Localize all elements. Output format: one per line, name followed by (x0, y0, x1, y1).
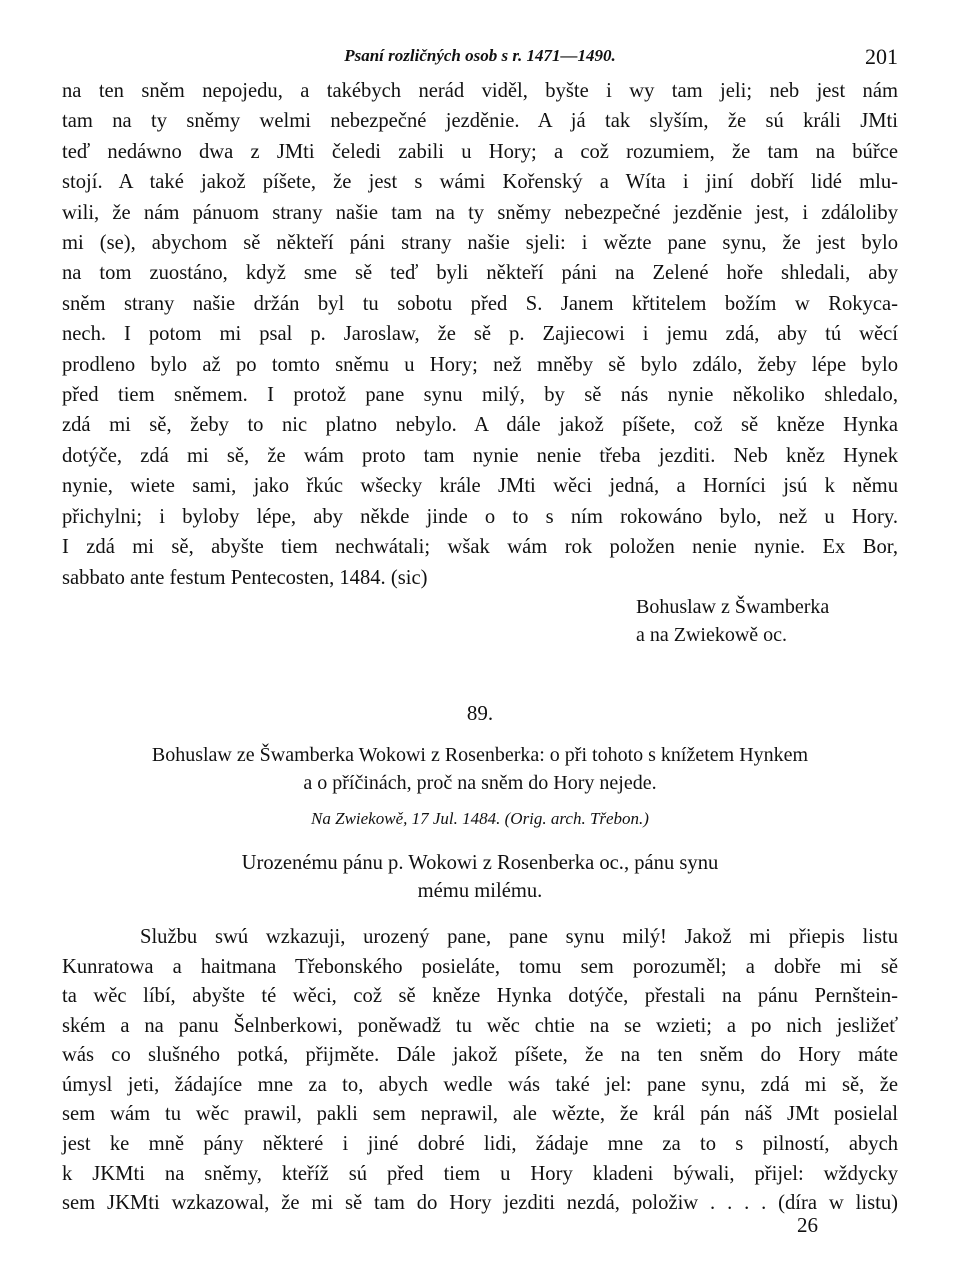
address-line: mému milému. (417, 879, 543, 902)
dateline: Na Zwiekowě, 17 Jul. 1484. (Orig. arch. Třebon.) (311, 808, 649, 828)
text-line: sem wám tu wěc prawil, pakli sem neprawil, ale wězte, že král pán náš JMt posielal (62, 1103, 898, 1126)
text-line: úmysl jeti, žádajíce mne za to, abych wedle wás také jel: pane synu, zdá mi sě, že (62, 1073, 898, 1096)
address-line: Urozenému pánu p. Wokowi z Rosenberka oc., pánu synu (241, 851, 719, 874)
text-line: jest ke mně pány některé i jiné dobré lidi, žádaje mne za to s pilností, abych (62, 1133, 898, 1156)
text-line: wili, že nám pánuom strany našie tam na ty sněmy nebezpečné jezděnie jest, i zdáloliby (62, 201, 898, 224)
text-line: nech. I potom mi psal p. Jaroslaw, že sě p. Zajiecowi i jemu zdá, aby tú wěcí (62, 323, 898, 346)
document-number: 89. (466, 700, 494, 725)
text-line: nynie, wiete sami, jako řkúc wšecky krále JMti wěci jedná, a Horníci jsú k němu (62, 475, 898, 498)
letter-88-body (62, 76, 898, 593)
summary-line: Bohuslaw ze Šwamberka Wokowi z Rosenberka: o při tohoto s knížetem Hynkem (151, 743, 809, 766)
text-line: na tom zuostáno, když sme sě teď byli někteří páni na Zelené hoře shledali, aby (62, 262, 898, 285)
page-number: 201 (865, 44, 898, 69)
text-line: sabbato ante festum Pentecosten, 1484. (sic) (62, 566, 428, 589)
text-line: sem JKMti wzkazowal, že mi sě tam do Hory jezditi nezdá, položiw . . . . (díra w listu) (62, 1192, 898, 1215)
document-page (62, 40, 898, 1235)
text-line: dotýče, zdá mi sě, že wám proto tam nynie nenie třeba jezditi. Neb kněz Hynek (62, 444, 898, 467)
page-header (62, 40, 898, 76)
text-line: před tiem sněmem. I protož pane synu milý, by sě nás nynie několiko shledalo, (62, 384, 898, 407)
text-line: ském a na panu Šelnberkowi, poněwadž tu wěc chtie na se wzieti; a po nich jesližeť (62, 1014, 898, 1037)
text-line: přichylni; i byloby lépe, aby někde jinde o to s ním rokowáno bylo, než u Hory. (62, 505, 898, 528)
text-line: stojí. A také jakož píšete, že jest s wámi Kořenský a Wíta i jiní dobří lidé mlu- (62, 171, 898, 194)
text-line: teď nedáwno dwa z JMti čeledi zabili u Hory; a což rozumiem, že tam na búřce (62, 140, 898, 163)
text-line: wás co slušného potká, přijměte. Dále jakož píšete, že na ten sněm do Hory máte (62, 1044, 898, 1067)
text-line: I zdá mi sě, abyšte tiem nechwátali; wšak wám rok položen nenie nynie. Ex Bor, (62, 536, 898, 559)
text-line: prodleno bylo až po tomto sněmu u Hory; než mněby sě bylo zdálo, žeby lépe bylo (62, 353, 898, 376)
summary-line: a o příčinách, proč na sněm do Hory nejede. (303, 771, 657, 794)
signature-line: Bohuslaw z Šwamberka (636, 595, 830, 618)
letter-89-body (62, 923, 898, 1219)
signature (636, 593, 898, 649)
address (62, 849, 898, 905)
text-line: ta wěc líbí, abyšte té wěci, což sě kněze Hynka dotýče, přestali na pánu Pernštein- (62, 985, 898, 1008)
text-line: Kunratowa a haitmana Třebonského posieláte, tomu sem porozuměl; a dobře mi sě (62, 955, 898, 978)
letter-summary (62, 741, 898, 797)
signature-line: a na Zwiekowě oc. (636, 623, 788, 646)
text-line: sněm strany našie držán byl tu sobotu před S. Janem křtitelem božím w Rokyca- (62, 292, 898, 315)
text-line: tam na ty sněmy welmi nebezpečné jezděnie. A já tak slyším, že sú králi JMti (62, 110, 898, 133)
text-line: na ten sněm nepojedu, a takébych nerád viděl, byšte i wy tam jeli; neb jest nám (62, 80, 898, 102)
running-title: Psaní rozličných osob s r. 1471—1490. (344, 46, 616, 65)
sheet-mark: 26 (797, 1212, 818, 1237)
text-line: zdá mi sě, žeby to nic platno nebylo. A dále jakož píšete, což sě kněze Hynka (62, 414, 898, 437)
text-line: k JKMti na sněmy, kteříž sú před tiem u Hory kladeni býwali, přijel: wždycky (62, 1162, 898, 1185)
text-line: mi (se), abychom sě někteří páni strany našie sjeli: i wězte pane synu, že jest bylo (62, 232, 898, 255)
text-line: Službu swú wzkazuji, urozený pane, pane synu milý! Jakož mi přiepis listu (140, 925, 898, 948)
